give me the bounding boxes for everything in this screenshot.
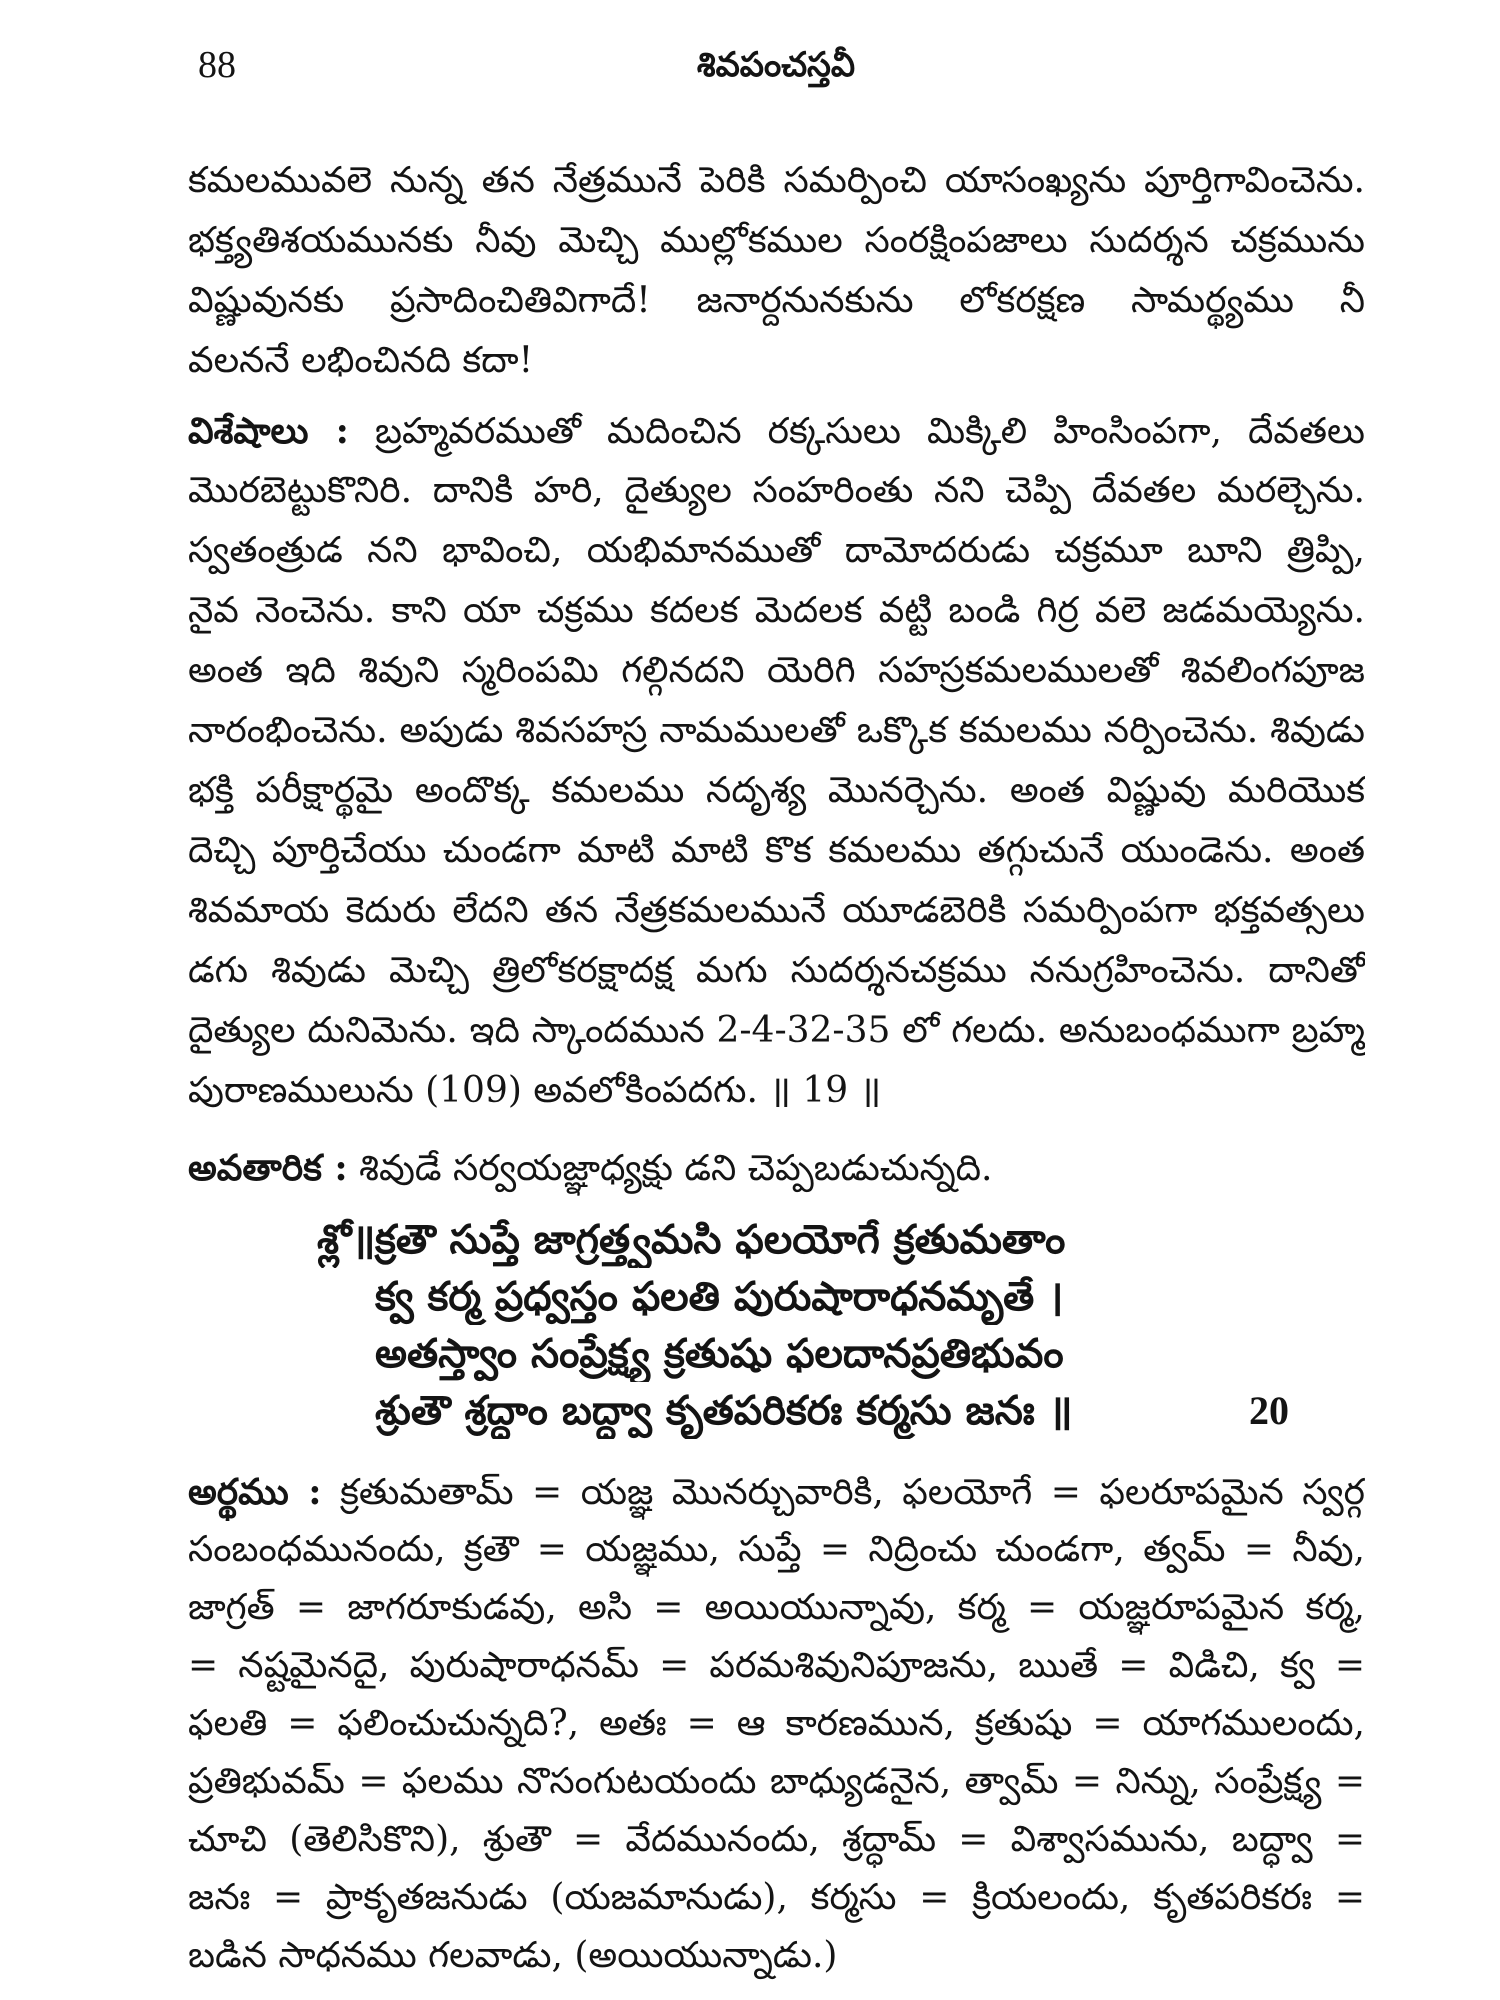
text-line: మొరబెట్టుకొనిరి. దానికి హరి, దైత్యుల సంహరింతు నని చెప్పి దేవతల మరల్చెను. bbox=[188, 470, 1365, 511]
section-label-visheshalu: విశేషాలు : bbox=[188, 410, 349, 452]
shloka-prefix: శ్లో॥ bbox=[317, 1216, 376, 1263]
text-line: దెచ్చి పూర్తిచేయు చుండగా మాటి మాటి కొక కమలము తగ్గుచునే యుండెను. అంత bbox=[188, 830, 1365, 871]
text-line: విష్ణువునకు ప్రసాదించితివిగాదే! జనార్దనునకును లోకరక్షణ సామర్థ్యము నీ bbox=[188, 280, 1365, 321]
text-line: స్వతంత్రుడ నని భావించి, యభిమానముతో దామోదరుడు చక్రమూ బూని త్రిప్పి, bbox=[188, 530, 1365, 571]
shloka-line: క్వ కర్మ ప్రధ్వస్తం ఫలతి పురుషారాధనమృతే । bbox=[375, 1273, 1064, 1320]
shloka-verse bbox=[317, 1211, 1217, 1439]
shloka-line: శ్రుతౌ శ్రద్ధాం బద్ధ్వా కృతపరికరః కర్మసు జనః ॥ bbox=[375, 1387, 1073, 1434]
text-line: శివమాయ కెదురు లేదని తన నేత్రకమలమునే యూడబెరికి సమర్పింపగా భక్తవత్సలు bbox=[188, 890, 1365, 931]
verse-number: 20 bbox=[1249, 1388, 1289, 1433]
paragraph-artham bbox=[188, 1463, 1365, 1985]
text-line: పురాణములును (109) అవలోకింపదగు. ॥ 19 ॥ bbox=[188, 1070, 882, 1111]
text-line: డగు శివుడు మెచ్చి త్రిలోకరక్షాదక్ష మగు సుదర్శనచక్రము ననుగ్రహించెను. దానితో bbox=[188, 950, 1365, 991]
text-span: క్రతుమతామ్ = యజ్ఞ మొనర్చువారికి, ఫలయోగే = ఫలరూపమైన స్వర్గ bbox=[340, 1472, 1365, 1513]
text-line: దైత్యుల దునిమెను. ఇది స్కాందమున 2-4-32-35 లో గలదు. అనుబంధముగా బ్రహ్మ bbox=[188, 1010, 1365, 1051]
text-line: ఫలతి = ఫలించుచున్నది?, అతః = ఆ కారణమున, క్రతుషు = యాగములందు, bbox=[188, 1703, 1365, 1744]
text-line: జనః = ప్రాకృతజనుడు (యజమానుడు), కర్మసు = క్రియలందు, కృతపరికరః = bbox=[188, 1877, 1365, 1918]
paragraph-avatarika bbox=[188, 1138, 1365, 1198]
text-span: బ్రహ్మవరముతో మదించిన రక్కసులు మిక్కిలి హింసింపగా, దేవతలు bbox=[375, 411, 1365, 452]
page-number: 88 bbox=[198, 44, 236, 86]
text-line: అంత ఇది శివుని స్మరింపమి గల్గినదని యెరిగి సహస్రకమలములతో శివలింగపూజ bbox=[188, 650, 1365, 691]
text-line bbox=[188, 401, 1365, 461]
text-line: వలననే లభించినది కదా! bbox=[188, 340, 534, 381]
text-line: చూచి (తెలిసికొని), శ్రుతౌ = వేదమునందు, శ్రద్ధామ్ = విశ్వాసమును, బద్ధ్వా = bbox=[188, 1819, 1365, 1860]
text-line: నారంభించెను. అపుడు శివసహస్ర నామములతో ఒక్కొక కమలము నర్పించెను. శివుడు bbox=[188, 710, 1365, 751]
text-line bbox=[188, 1463, 1365, 1521]
text-line: = నష్టమైనదై, పురుషారాధనమ్ = పరమశివునిపూజను, ఋతే = విడిచి, క్వ = bbox=[188, 1645, 1365, 1686]
text-line: బడిన సాధనము గలవాడు, (అయియున్నాడు.) bbox=[188, 1935, 838, 1976]
paragraph-visheshalu bbox=[188, 401, 1365, 1121]
text-line bbox=[188, 1138, 1365, 1198]
text-line: భక్తి పరీక్షార్థమై అందొక్క కమలము నదృశ్య మొనర్చెను. అంత విష్ణువు మరియొక bbox=[188, 770, 1365, 811]
text-span: శివుడే సర్వయజ్ఞాధ్యక్షు డని చెప్పబడుచున్నది. bbox=[359, 1148, 993, 1189]
section-label-avatarika: అవతారిక : bbox=[188, 1147, 348, 1189]
text-line: నైవ నెంచెను. కాని యా చక్రము కదలక మెదలక వట్టి బండి గిర్ర వలె జడమయ్యెను. bbox=[188, 590, 1365, 631]
shloka-line bbox=[317, 1211, 1217, 1268]
text-line: కమలమువలె నున్న తన నేత్రమునే పెరికి సమర్పించి యాసంఖ్యను పూర్తిగావించెను. bbox=[188, 160, 1365, 201]
text-line: సంబంధమునందు, క్రతౌ = యజ్ఞము, సుప్తే = నిద్రించు చుండగా, త్వమ్ = నీవు, bbox=[188, 1529, 1365, 1570]
section-label-artham: అర్థము : bbox=[188, 1471, 322, 1513]
shloka-text: క్రతౌ సుప్తే జాగ్రత్త్వమసి ఫలయోగే క్రతుమతాం bbox=[375, 1216, 1066, 1263]
shloka-line: అతస్త్వాం సంప్రేక్ష్య క్రతుషు ఫలదానప్రతిభువం bbox=[375, 1330, 1064, 1377]
page-title: శివపంచస్తవీ bbox=[696, 45, 856, 85]
text-line: ప్రతిభువమ్ = ఫలము నొసంగుటయందు బాధ్యుడనైన, త్వామ్ = నిన్ను, సంప్రేక్ష్య = bbox=[188, 1761, 1365, 1802]
paragraph-intro bbox=[188, 151, 1365, 391]
text-line: భక్త్యతిశయమునకు నీవు మెచ్చి ముల్లోకముల సంరక్షింపజాలు సుదర్శన చక్రమును bbox=[188, 220, 1365, 261]
text-line: జాగ్రత్ = జాగరూకుడవు, అసి = అయియున్నావు, కర్మ = యజ్ఞరూపమైన కర్మ, bbox=[188, 1587, 1365, 1628]
